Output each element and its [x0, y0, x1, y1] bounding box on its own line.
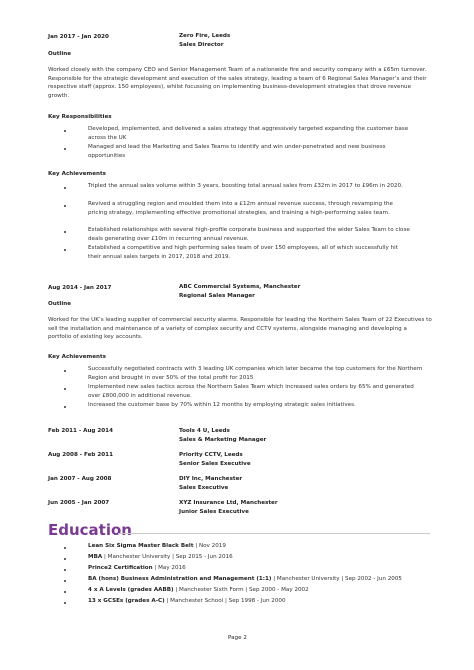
education-heading: Education	[48, 521, 132, 539]
education-item	[88, 598, 286, 604]
role-dates: Feb 2011 - Aug 2014	[48, 428, 113, 434]
job-dates: Jan 2017 - Jan 2020	[48, 34, 109, 40]
role-dates: Jun 2005 - Jan 2007	[48, 500, 110, 506]
role-company: DIY Inc, Manchester	[179, 476, 243, 482]
bullet-icon	[64, 388, 66, 390]
role-dates: Aug 2008 - Feb 2011	[48, 452, 113, 458]
job-title: Regional Sales Manager	[179, 293, 255, 299]
education-details: | Nov 2019	[193, 543, 226, 549]
education-details: | Manchester Sixth Form | Sep 2000 - May 2002	[173, 587, 309, 593]
qualification: 4 x A Levels (grades AABB)	[88, 587, 174, 593]
role-dates: Jan 2007 - Aug 2008	[48, 476, 112, 482]
bullet-icon	[64, 148, 66, 150]
role-title: Sales & Marketing Manager	[179, 437, 267, 443]
education-details: | Manchester University | Sep 2002 - Jun 2005	[271, 576, 402, 582]
role-company: Priority CCTV, Leeds	[179, 452, 243, 458]
bullet-icon	[64, 370, 66, 372]
qualification: 13 x GCSEs (grades A-C)	[88, 598, 165, 604]
page-number: Page 2	[228, 635, 247, 641]
education-details: | Manchester School | Sep 1998 - Jun 2000	[164, 598, 286, 604]
bullet-icon	[64, 602, 66, 604]
bullet-icon	[64, 130, 66, 132]
role-title: Junior Sales Executive	[179, 509, 249, 515]
responsibility-item: Managed and lead the Marketing and Sales Teams to identify and win under-penetrated and new business opportunities	[88, 144, 386, 159]
role-company: XYZ Insurance Ltd, Manchester	[179, 500, 278, 506]
qualification: Lean Six Sigma Master Black Belt	[88, 543, 194, 549]
responsibility-item: Developed, implemented, and delivered a sales strategy that aggressively targeted expanding the customer base across the UK	[88, 126, 409, 141]
role-title: Senior Sales Executive	[179, 461, 251, 467]
achievement-item: Revived a struggling region and moulded them into a £12m annual revenue success, through revamping the pricing strategy, implementing effective promotional strategies, and training a high-performing sales team.	[88, 201, 393, 216]
education-item	[88, 543, 226, 549]
bullet-icon	[64, 231, 66, 233]
role-company: Tools 4 U, Leeds	[179, 428, 230, 434]
job-outline: Worked for the UK’s leading supplier of commercial security alarms. Responsible for leading the Northern Sales Team of 22 Executives to sell the installation and maintenance of a variety of complex security and CCTV systems, alongside managing and developing a portfolio of existing key accounts.	[48, 317, 432, 340]
job-dates: Aug 2014 - Jan 2017	[48, 285, 112, 291]
bullet-icon	[64, 205, 66, 207]
section-divider	[118, 533, 430, 534]
achievement-item: Increased the customer base by 70% within 12 months by employing strategic sales initiatives.	[88, 402, 356, 408]
job-title: Sales Director	[179, 42, 224, 48]
education-details: | May 2016	[152, 565, 186, 571]
qualification: MBA	[88, 554, 103, 560]
bullet-icon	[64, 591, 66, 593]
job-company: ABC Commercial Systems, Manchester	[179, 284, 301, 290]
job-outline: Worked closely with the company CEO and Senior Management Team of a nationwide fire and security company with a £65m turnover. Responsible for the strategic development and execution of the sales strategy, leading a team of 6 Regional Sales Manager’s and their respective staff (approx. 150 employees), whilst focussing on implementing business-development strategies that drove revenue growth.	[48, 67, 427, 99]
role-title: Sales Executive	[179, 485, 229, 491]
achievement-item: Implemented new sales tactics across the Northern Sales Team which increased sales orders by 65% and generated over £800,000 in additional revenue.	[88, 384, 414, 399]
qualification: Prince2 Certification	[88, 565, 153, 571]
responsibilities-heading: Key Responsibilities	[48, 114, 112, 120]
achievement-item: Tripled the annual sales volume within 3 years, boosting total annual sales from £32m in 2017 to £96m in 2020.	[88, 183, 403, 189]
bullet-icon	[64, 187, 66, 189]
bullet-icon	[64, 406, 66, 408]
outline-heading: Outline	[48, 301, 72, 307]
bullet-icon	[64, 249, 66, 251]
bullet-icon	[64, 580, 66, 582]
achievement-item: Established a competitive and high performing sales team of over 150 employees, all of which successfully hit their annual sales targets in 2017, 2018 and 2019.	[88, 245, 398, 260]
qualification: BA (hons) Business Administration and Management (1:1)	[88, 576, 272, 582]
bullet-icon	[64, 558, 66, 560]
bullet-icon	[64, 547, 66, 549]
education-item	[88, 576, 402, 582]
education-details: | Manchester University | Sep 2015 - Jun 2016	[102, 554, 233, 560]
job-company: Zero Fire, Leeds	[179, 33, 231, 39]
education-item	[88, 565, 186, 571]
achievements-heading: Key Achievements	[48, 354, 107, 360]
education-item	[88, 554, 233, 560]
achievement-item: Established relationships with several high-profile corporate business and supported the wider Sales Team to close deals generating over £10m in recurring annual revenue.	[88, 227, 410, 242]
achievements-heading: Key Achievements	[48, 171, 107, 177]
achievement-item: Successfully negotiated contracts with 3 leading UK companies which later became the top customers for the Northern Region and brought in over 50% of the total profit for 2015	[88, 366, 423, 381]
outline-heading: Outline	[48, 51, 72, 57]
education-item	[88, 587, 309, 593]
bullet-icon	[64, 569, 66, 571]
